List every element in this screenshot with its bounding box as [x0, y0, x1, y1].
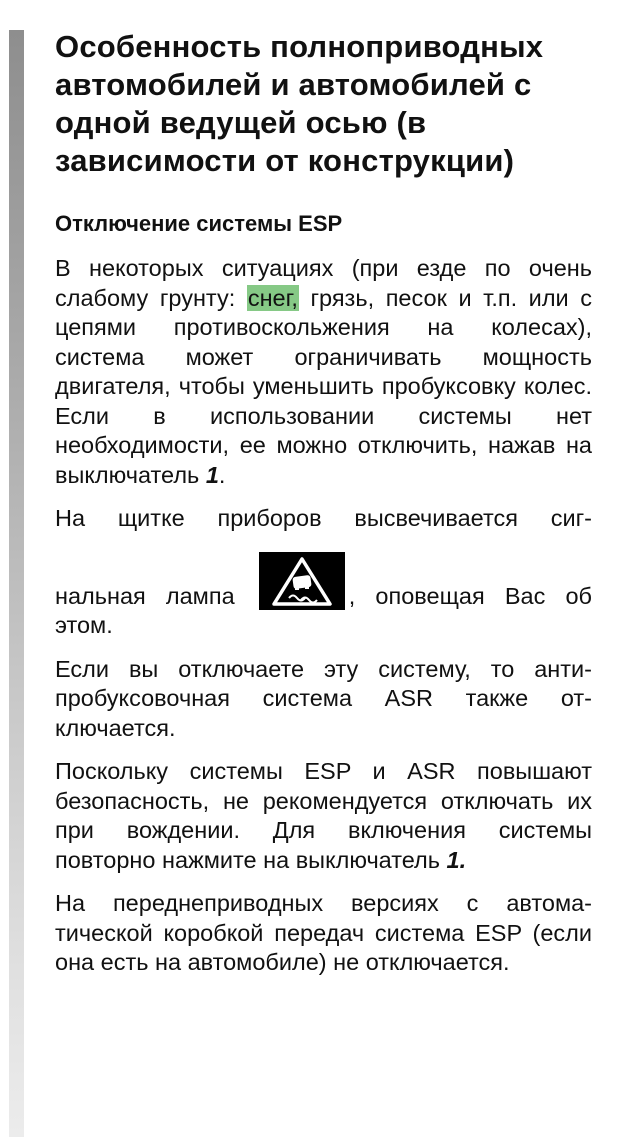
esp-skid-warning-icon	[259, 552, 345, 610]
page-content	[55, 28, 592, 978]
paragraph-line: На щитке приборов высвечивается сиг-	[55, 505, 592, 531]
highlighted-text: снег,	[247, 284, 298, 311]
section-heading: Особенность полноприводных автомобилей и автомобилей с одной ведущей осью (в зависимости от конструкции)	[55, 29, 544, 178]
margin-bar	[9, 30, 24, 1137]
paragraph-line: этом.	[55, 612, 113, 638]
switch-reference: 1	[205, 461, 219, 488]
paragraph-fwd-automatic: На переднеприводных версиях с автоматической коробкой передач система ESP (если она есть на автомобиле) не отключается.	[55, 890, 592, 975]
paragraph-asr-off: Если вы отключаете эту систему, то антипробуксовочная система ASR также отключается.	[55, 655, 592, 741]
paragraph-safety	[55, 757, 592, 875]
paragraph-warning-lamp	[55, 504, 592, 641]
paragraph-text: нальная лампа	[55, 582, 235, 609]
paragraph-text: Поскольку системы ESP и ASR повышают безопасность, не рекомендуется отключать их при вождении. Для включения системы повторно нажмите на выключатель	[55, 758, 592, 873]
paragraph-text: , оповещая Вас об	[348, 582, 592, 609]
subsection-heading: Отключение системы ESP	[55, 211, 343, 236]
paragraph-esp-limits	[55, 254, 592, 490]
paragraph-text: .	[218, 461, 226, 488]
paragraph-text: В некоторых ситуациях (при езде по очень слабому грунту:	[55, 255, 592, 311]
paragraph-line	[55, 552, 592, 612]
paragraph-text: грязь, песок и т.п. или с цепями противоскольжения на колесах), система может ограничивать мощность двигателя, чтобы уменьшить пробуксовку колес. Если в использовании системы нет необходимости, ее можно отключить, нажав на выключатель	[55, 284, 592, 488]
switch-reference: 1.	[446, 846, 467, 873]
